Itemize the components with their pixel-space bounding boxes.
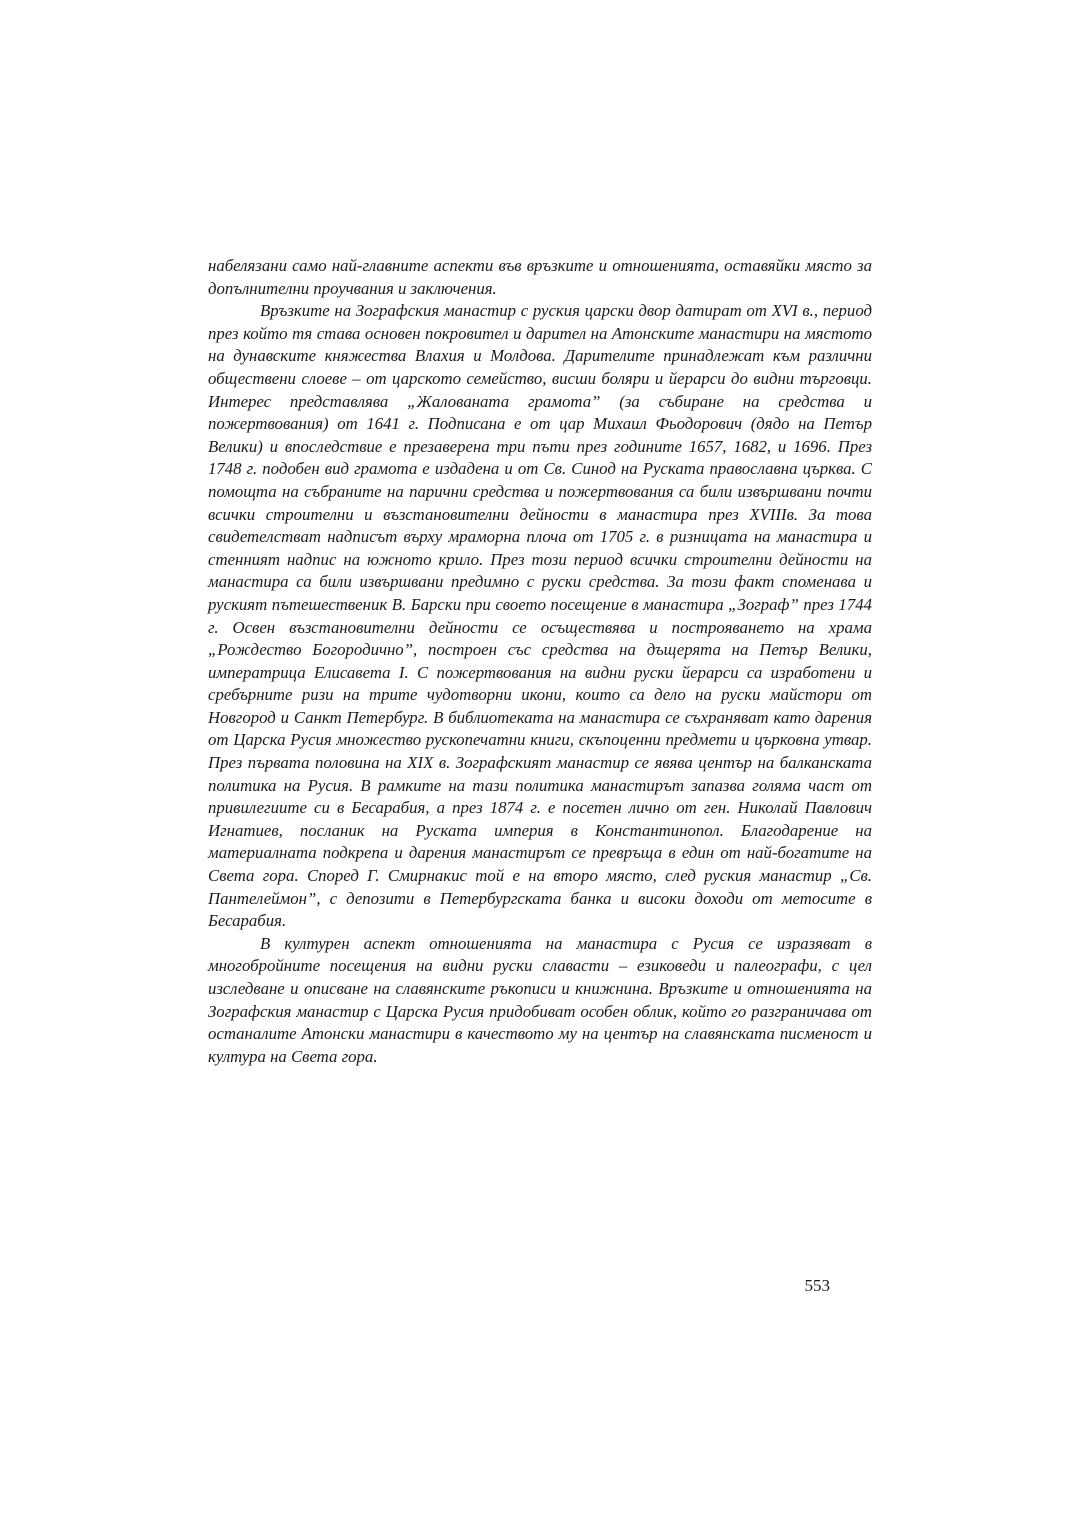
paragraph-zograf-russia-relations: Връзките на Зографския манастир с руския царски двор датират от XVI в., период през който тя става основен покровител и дарител на Атонските манастири на мястото на дунавските княжества Влахия и Молдова. Дарителите принадлежат към различни обществени слоеве – от царското семейство, висши боляри и йерарси до видни търговци. Интерес представлява „Жалованата грамота” (за събиране на средства и пожертвования) от 1641 г. Подписана е от цар Михаил Фьодорович (дядо на Петър Велики) и впоследствие е презаверена три пъти през годините 1657, 1682, и 1696. През 1748 г. подобен вид грамота е издадена и от Св. Синод на Руската православна църква. С помощта на събраните на парични средства и пожертвования са били извършвани почти всички строителни и възстановителни дейности в манастира през XVIIIв. За това свидетелстват надписът върху мраморна плоча от 1705 г. в ризницата на манастира и стенният надпис на южното крило. През този период всички строителни дейности на манастира са били извършвани предимно с руски средства. За този факт споменава и руският пътешественик В. Барски при своето посещение в манастира „Зограф” през 1744 г. Освен възстановителни дейности се осъществява и построяването на храма „Рождество Богородично”, построен със средства на дъщерята на Петър Велики, императрица Елисавета I. С пожертвования на видни руски йерарси са изработени и сребърните ризи на трите чудотворни икони, които са дело на руски майстори от Новгород и Санкт Петербург. В библиотеката на манастира се съхраняват като дарения от Царска Русия множество рускопечатни книги, скъпоценни предмети и църковна утвар. През първата половина на XIX в. Зографският манастир се явява център на балканската политика на Русия. В рамките на тази политика манастирът запазва голяма част от привилегиите си в Бесарабия, а през 1874 г. е посетен лично от ген. Николай Павлович Игнатиев, посланик на Руската империя в Константинопол. Благодарение на материалната подкрепа и дарения манастирът се превръща в един от най-богатите на Света гора. Според Г. Смирнакис той е на второ място, след руския манастир „Св. Пантелеймон”, с депозити в Петербургската банка и високи доходи от метосите в Бесарабия. [208, 301, 872, 931]
page-number: 553 [804, 1276, 830, 1295]
paragraph-continuation: набелязани само най-главните аспекти във връзките и отношенията, оставяйки място за допълнителни проучвания и заключения. [208, 256, 872, 298]
paragraph-cultural-aspect: В културен аспект отношенията на манастира с Русия се изразяват в многобройните посещения на видни руски славасти – езиковеди и палеографи, с цел изследване и описване на славянските ръкописи и книжнина. Връзките и отношенията на Зографския манастир с Царска Русия придобиват особен облик, който го разграничава от останалите Атонски манастири в качеството му на център на славянската писменост и култура на Света гора. [208, 933, 872, 1066]
body-text [208, 255, 872, 1068]
